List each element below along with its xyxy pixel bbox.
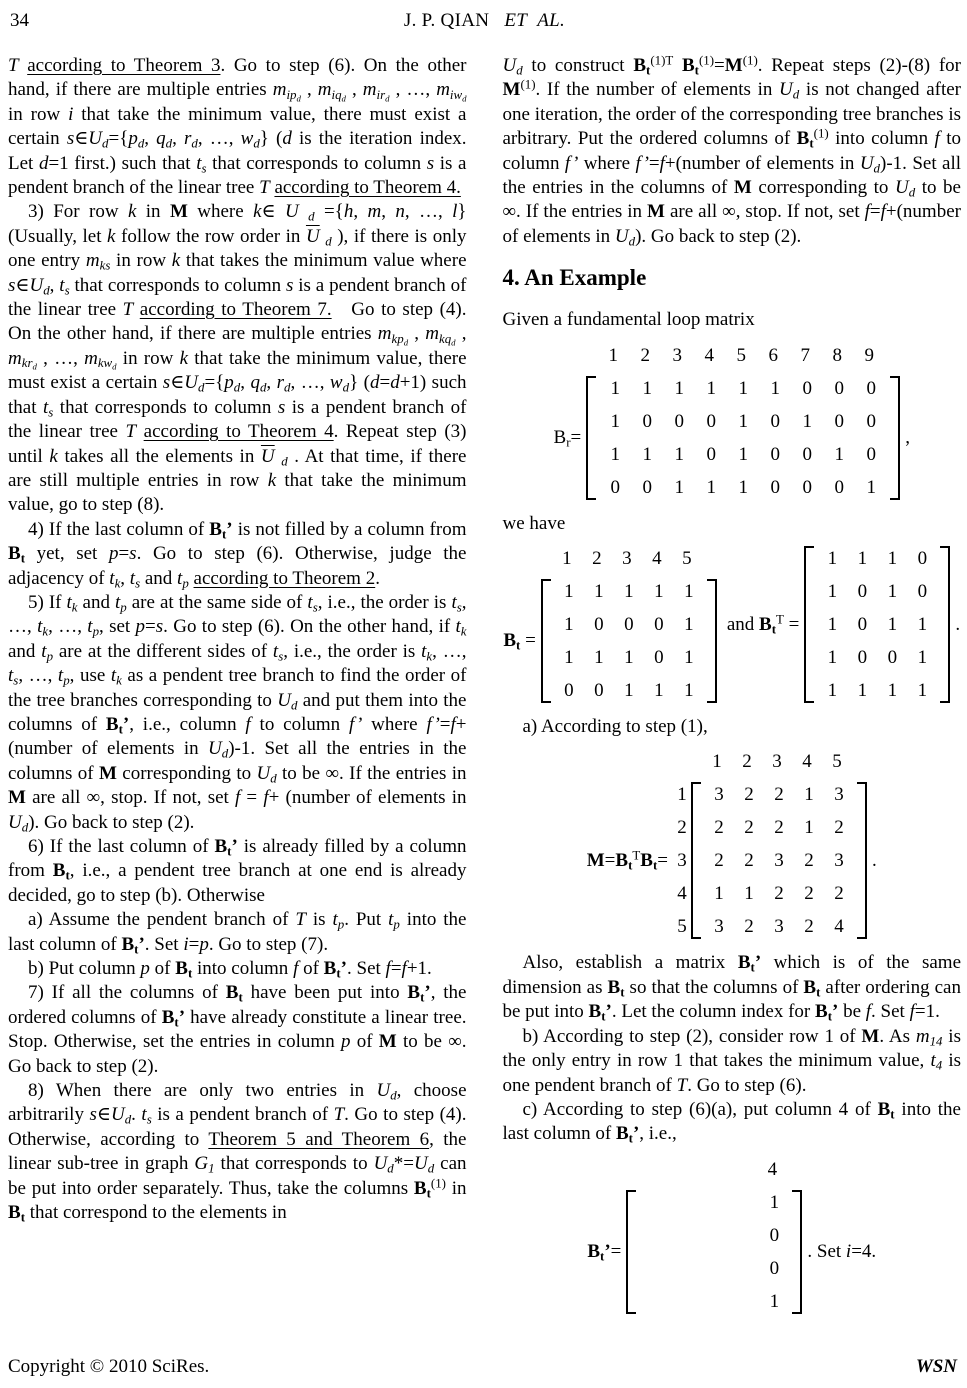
matrix-col-headers (503, 542, 716, 575)
matrix-bracket-left-icon (586, 376, 596, 500)
matrix-cell (639, 1285, 669, 1318)
matrix-cell: 1 (610, 410, 620, 432)
paragraph-step3: 3) For row k in M where k∈ U $_d$ ={h, m, n, …, l}(Usually, let k follow the row order in $\overline{U}$ $_d$ ), if there is only one entry $m_{ks}$ in row k that takes the minimum value where $s\in U_d$, $t_s$ that corresponds to column s is a pendent branch of the linear tree T according to Theorem 7. Go to step (4). On the other hand, if there are multiple entries $m_{kp_d}$ , $m_{kq_d}$ , $m_{kr_d}$ , …, $m_{kw_d}$ in row k that take the minimum value, there must exist a certain $s\in U_d=\{p_d$, $q_d$, $r_d$, …, $w_d$} (d=d+1) such that $t_s$ that corresponds to column s is a pendent branch of the linear tree T according to Theorem 4. Repeat step (3) until k takes all the elements in $\overline{U}$ $_d$ . At that time, if there are still multiple entries in row k that take the minimum value, go to step (8). (8, 201, 467, 516)
matrix-bracket-left-icon (691, 782, 701, 939)
matrix-cell (699, 1219, 729, 1252)
matrix-cell: 2 (834, 817, 844, 839)
matrix-cell: 0 (769, 1257, 780, 1279)
matrix-col-header: 3 (772, 751, 782, 773)
matrix-cell: 1 (654, 581, 664, 603)
matrix-bracket-right-icon (792, 1190, 802, 1314)
paragraph-step6a: a) Assume the pendent branch of T is $t_p$. Put $t_p$ into the last column of $B_t$’. Set i=p. Go to step (7). (8, 909, 467, 957)
matrix-cell: 3 (714, 916, 724, 938)
matrix-cell (669, 1219, 699, 1252)
matrix-cell: 2 (744, 817, 754, 839)
matrix-body (817, 542, 937, 707)
matrix-col-header: 4 (802, 751, 812, 773)
matrix-row-header: 2 (677, 817, 687, 839)
matrix-cell: 0 (866, 410, 876, 432)
matrix-cell: 2 (804, 850, 814, 872)
matrix-cell: 1 (654, 680, 664, 702)
matrix-cell: 0 (706, 410, 716, 432)
matrix-cell: 1 (769, 1290, 780, 1312)
matrix-col-header: 5 (682, 548, 692, 570)
matrix-cell: 1 (857, 680, 868, 702)
matrix-cell: 0 (610, 476, 620, 498)
matrix-cell: 1 (738, 443, 748, 465)
matrix-cell: 2 (714, 850, 724, 872)
equation-btprime-matrix (503, 1153, 962, 1318)
matrix-cell: 0 (706, 443, 716, 465)
matrix-cell: 0 (674, 410, 684, 432)
matrix-cell: 1 (738, 410, 748, 432)
matrix-cell: 1 (827, 581, 838, 603)
matrix-cell (699, 1285, 729, 1318)
paragraph-step-a: a) According to step (1), (522, 716, 708, 738)
matrix-cell: 0 (654, 647, 664, 669)
matrix-bracket-left-icon (626, 1190, 636, 1314)
matrix-col-header: 5 (832, 751, 842, 773)
matrix-col-header: 1 (712, 751, 722, 773)
matrix-cell: 1 (738, 476, 748, 498)
matrix-bracket-left-icon (541, 579, 551, 703)
matrix-label: $M=B_t^TB_t=$ (586, 847, 668, 873)
matrix-col-header: 6 (768, 344, 778, 366)
matrix-cell: 0 (802, 476, 812, 498)
matrix-col-headers (587, 745, 877, 778)
matrix-row-headers (673, 778, 691, 943)
matrix-cell: 2 (774, 883, 784, 905)
matrix-cell: 0 (769, 1224, 780, 1246)
equation-bt-matrices (503, 542, 962, 707)
matrix-cell: 0 (866, 377, 876, 399)
matrix-col-header: 2 (640, 344, 650, 366)
matrix-cell: 1 (917, 647, 928, 669)
matrix-cell: 1 (624, 581, 634, 603)
matrix-cell: 1 (744, 883, 754, 905)
matrix-cell: 1 (674, 476, 684, 498)
paragraph-step-b: b) According to step (2), consider row 1 of M. As $m_{14}$ is the only entry in row 1 that takes the minimum value, $t_4$ is one pendent branch of T. Go to step (6). (502, 1025, 961, 1096)
paragraph-also: Also, establish a matrix $B_t$’ which is of the same dimension as $B_t$ so that the columns of $B_t$ after ordering can be put into $B_t$’. Let the column index for $B_t$’ be f. Set f=1. (502, 952, 961, 1024)
matrix-cell: 1 (642, 443, 652, 465)
matrix-cell: 1 (887, 581, 898, 603)
matrix-row-header: 4 (677, 883, 687, 905)
matrix-col-header (667, 1153, 697, 1186)
matrix-cell: 2 (774, 817, 784, 839)
matrix-cell: 0 (857, 581, 868, 603)
matrix-cell (669, 1285, 699, 1318)
matrix-cell: 0 (624, 614, 634, 636)
paragraph-wehave: we have (502, 512, 566, 534)
running-title: J. P. QIAN ET AL. (403, 10, 566, 31)
matrix-cell (639, 1186, 669, 1219)
matrix-col-header (637, 1153, 667, 1186)
matrix-col-header: 4 (652, 548, 662, 570)
equation-m-matrix (503, 745, 962, 943)
matrix-cell: 1 (802, 410, 812, 432)
matrix-cell: 0 (770, 476, 780, 498)
paragraph-given: Given a fundamental loop matrix (502, 309, 755, 331)
matrix-cell: 0 (802, 377, 812, 399)
matrix-cell: 0 (770, 410, 780, 432)
matrix-body (554, 575, 704, 707)
matrix-col-header: 3 (672, 344, 682, 366)
matrix-cell: 3 (774, 916, 784, 938)
matrix-cell: 1 (714, 883, 724, 905)
matrix-col-header: 3 (622, 548, 632, 570)
matrix-cell: 1 (564, 614, 574, 636)
matrix-suffix: . Set i=4. (807, 1240, 877, 1262)
matrix-cell: 1 (827, 680, 838, 702)
matrix-bt (503, 542, 716, 707)
paragraph-step7: 7) If all the columns of $B_t$ have been put into $B_t$’, the ordered columns of $B_t$’ have already constitute a linear tree. Stop. Otherwise, set the entries in column p of M to be ∞. Go back to step (2). (8, 982, 467, 1077)
matrix-cell: 1 (804, 784, 814, 806)
matrix-col-header: 4 (767, 1158, 778, 1180)
paragraph-step-c: c) According to step (6)(a), put column 4 of $B_t$ into the last column of $B_t$’, i.e., (502, 1098, 961, 1146)
two-column-body (8, 54, 961, 1326)
matrix-cell: 1 (834, 443, 844, 465)
matrix-cell: 1 (770, 377, 780, 399)
matrix-cell: 2 (774, 784, 784, 806)
matrix-row-header: 1 (677, 784, 687, 806)
matrix-col-header: 1 (608, 344, 618, 366)
matrix-m (587, 745, 877, 943)
matrix-col-headers (554, 339, 910, 372)
paragraph-step5: 5) If $t_k$ and $t_p$ are at the same side of $t_s$, i.e., the order is $t_s$, …, $t_k$, …, $t_p$, set p=s. Go to step (6). On the other hand, if $t_k$ and $t_p$ are at the different sides of $t_s$, i.e., the order is $t_k$, …, $t_s$, …, $t_p$, use $t_k$ as a pendent tree branch to find the order of the tree branches corresponding to $U_d$ and put them into the columns of $B_t$’, i.e., column f to column f’ where f’=f+(number of elements in $U_d)-1$. Set all the entries in the columns of M corresponding to $U_d$ to be ∞. If the entries in M are all ∞, stop. If not, set f = f+ (number of elements in $U_d$). Go back to step (2). (8, 591, 467, 835)
matrix-cell: 0 (857, 614, 868, 636)
page-number: 34 (10, 10, 29, 31)
paragraph-step6b: b) Put column p of $B_t$ into column f of $B_t$’. Set f=f+1. (28, 958, 432, 981)
paragraph-step8: 8) When there are only two entries in $U_d$, choose arbitrarily $s\in U_d$. $t_s$ is a pendent branch of T. Go to step (4). Otherwise, according to Theorem 5 and Theorem 6, the linear sub-tree in graph $G_1$ that corresponds to $U_d*=U_d$ can be put into order separately. Thus, take the columns $B_t^{(1)}$ in $B_t$ that correspond to the elements in (8, 1080, 467, 1225)
matrix-col-header: 5 (736, 344, 746, 366)
matrix-cell: 1 (610, 377, 620, 399)
matrix-cell: 1 (684, 680, 694, 702)
matrix-cell: 0 (866, 443, 876, 465)
matrix-cell: 0 (594, 614, 604, 636)
matrix-br (554, 339, 910, 504)
matrix-label: $B_t$ = (503, 630, 536, 653)
matrix-cell (729, 1285, 759, 1318)
matrix-row-header: 3 (677, 850, 687, 872)
matrix-cell: 1 (706, 377, 716, 399)
matrix-cell: 1 (564, 581, 574, 603)
matrix-col-header: 8 (832, 344, 842, 366)
matrix-cell: 0 (594, 680, 604, 702)
matrix-suffix: . (955, 613, 961, 635)
matrix-suffix: . (872, 849, 877, 871)
matrix-cell: 0 (564, 680, 574, 702)
matrix-bracket-right-icon (940, 546, 950, 703)
matrix-bt-transpose (727, 542, 960, 707)
matrix-cell: 3 (714, 784, 724, 806)
matrix-cell: 1 (917, 680, 928, 702)
matrix-cell: 1 (624, 680, 634, 702)
paragraph-step4: 4) If the last column of $B_t$’ is not filled by a column from $B_t$ yet, set p=s. Go to step (6). Otherwise, judge the adjacency of $t_k$, $t_s$ and $t_p$ according to Theorem 2. (8, 518, 467, 591)
paragraph-step8-cont: $U_d$ to construct $B_t^{(1)T}$ $B_t^{(1)}=M^{(1)}$. Repeat steps (2)-(8) for $M^{(1)}$. If the number of elements in $U_d$ is not changed after one iteration, the order of the corresponding tree branches is arbitrary. Put the ordered columns of $B_t^{(1)}$ into column f to column f’ where f’=f+(number of elements in $U_d)-1$. Set all the entries in the columns of M corresponding to $U_d$ to be ∞. If the entries in M are all ∞, stop. If not, set f=f+(number of elements in $U_d$). Go back to step (2). (502, 52, 962, 249)
matrix-cell (699, 1252, 729, 1285)
right-column (503, 54, 962, 1326)
matrix-col-header: 7 (800, 344, 810, 366)
matrix-cell (729, 1186, 759, 1219)
matrix-cell: 2 (804, 883, 814, 905)
matrix-bracket-right-icon (857, 782, 867, 939)
matrix-cell: 1 (684, 614, 694, 636)
paragraph-step2-cont: T according to Theorem 3. Go to step (6). On the other hand, if there are multiple entries $m_{ip_d}$ , $m_{iq_d}$ , $m_{ir_d}$ , …, $m_{iw_d}$ in row i that take the minimum value, there must exist a certain $s\in U_d=\{p_d$, $q_d$, $r_d$, …, $w_d$} (d is the iteration index. Let d=1 first.) such that $t_s$ that corresponds to column s is a pendent branch of the linear tree T according to Theorem 4. (8, 55, 467, 199)
matrix-cell: 0 (834, 410, 844, 432)
matrix-cell: 1 (738, 377, 748, 399)
matrix-cell: 0 (770, 443, 780, 465)
matrix-cell: 0 (917, 548, 928, 570)
matrix-label: $B_t’=$ (587, 1240, 622, 1264)
matrix-cell: 0 (887, 647, 898, 669)
matrix-cell (729, 1219, 759, 1252)
matrix-col-header (697, 1153, 727, 1186)
equation-br-matrix (503, 339, 962, 504)
matrix-cell: 2 (744, 916, 754, 938)
matrix-col-header: 2 (742, 751, 752, 773)
matrix-bracket-left-icon (804, 546, 814, 703)
matrix-cell: 0 (642, 410, 652, 432)
section-heading-example: 4. An Example (502, 265, 647, 291)
matrix-cell: 1 (564, 647, 574, 669)
matrix-col-headers (587, 1153, 876, 1186)
matrix-label: and $B_t^T$ = (726, 610, 800, 637)
matrix-cell: 4 (834, 916, 844, 938)
page-header (8, 10, 961, 40)
matrix-label: $B_r=$ (553, 426, 582, 450)
matrix-cell: 1 (917, 614, 928, 636)
matrix-cell: 1 (610, 443, 620, 465)
matrix-cell (669, 1186, 699, 1219)
matrix-cell: 1 (857, 548, 868, 570)
matrix-cell: 2 (804, 916, 814, 938)
matrix-bt-prime (587, 1153, 876, 1318)
matrix-bracket-right-icon (890, 376, 900, 500)
left-column (8, 54, 467, 1326)
matrix-cell: 0 (654, 614, 664, 636)
matrix-cell: 1 (827, 548, 838, 570)
page-footer (8, 1356, 957, 1378)
matrix-cell: 1 (706, 476, 716, 498)
matrix-cell: 1 (827, 647, 838, 669)
matrix-cell (729, 1252, 759, 1285)
matrix-col-header: 9 (864, 344, 874, 366)
matrix-cell: 2 (834, 883, 844, 905)
matrix-cell: 3 (834, 850, 844, 872)
matrix-cell: 1 (887, 548, 898, 570)
matrix-cell (669, 1252, 699, 1285)
matrix-cell: 1 (887, 680, 898, 702)
matrix-cell: 1 (887, 614, 898, 636)
matrix-cell: 2 (714, 817, 724, 839)
matrix-cell: 1 (684, 581, 694, 603)
matrix-bracket-right-icon (707, 579, 717, 703)
matrix-cell: 1 (674, 377, 684, 399)
matrix-cell: 2 (744, 784, 754, 806)
matrix-cell: 1 (642, 377, 652, 399)
matrix-cell: 0 (642, 476, 652, 498)
matrix-cell: 0 (834, 476, 844, 498)
matrix-cell: 1 (594, 581, 604, 603)
matrix-cell: 1 (684, 647, 694, 669)
matrix-cell (699, 1186, 729, 1219)
matrix-cell (639, 1219, 669, 1252)
matrix-cell: 0 (802, 443, 812, 465)
matrix-col-header: 4 (704, 344, 714, 366)
matrix-cell: 1 (624, 647, 634, 669)
matrix-cell: 0 (917, 581, 928, 603)
matrix-cell: 3 (774, 850, 784, 872)
matrix-cell (639, 1252, 669, 1285)
matrix-cell: 0 (834, 377, 844, 399)
matrix-cell: 1 (674, 443, 684, 465)
matrix-cell: 1 (866, 476, 876, 498)
matrix-col-header (727, 1153, 757, 1186)
matrix-col-header: 1 (562, 548, 572, 570)
matrix-cell: 1 (769, 1191, 780, 1213)
matrix-cell: 2 (744, 850, 754, 872)
matrix-cell: 0 (857, 647, 868, 669)
matrix-cell: 1 (804, 817, 814, 839)
matrix-cell: 3 (834, 784, 844, 806)
matrix-col-header: 2 (592, 548, 602, 570)
matrix-body (639, 1186, 789, 1318)
matrix-body (704, 778, 854, 943)
matrix-cell: 1 (827, 614, 838, 636)
footer-copyright: Copyright © 2010 SciRes. (8, 1356, 210, 1377)
footer-journal-label: WSN (915, 1356, 957, 1377)
paragraph-step6: 6) If the last column of $B_t$’ is already filled by a column from $B_t$, i.e., a pendent tree branch at one end is already decided, go to step (b). Otherwise (8, 836, 467, 906)
matrix-suffix: , (905, 426, 910, 448)
matrix-body (599, 372, 887, 504)
matrix-row-header: 5 (677, 916, 687, 938)
matrix-cell: 1 (594, 647, 604, 669)
